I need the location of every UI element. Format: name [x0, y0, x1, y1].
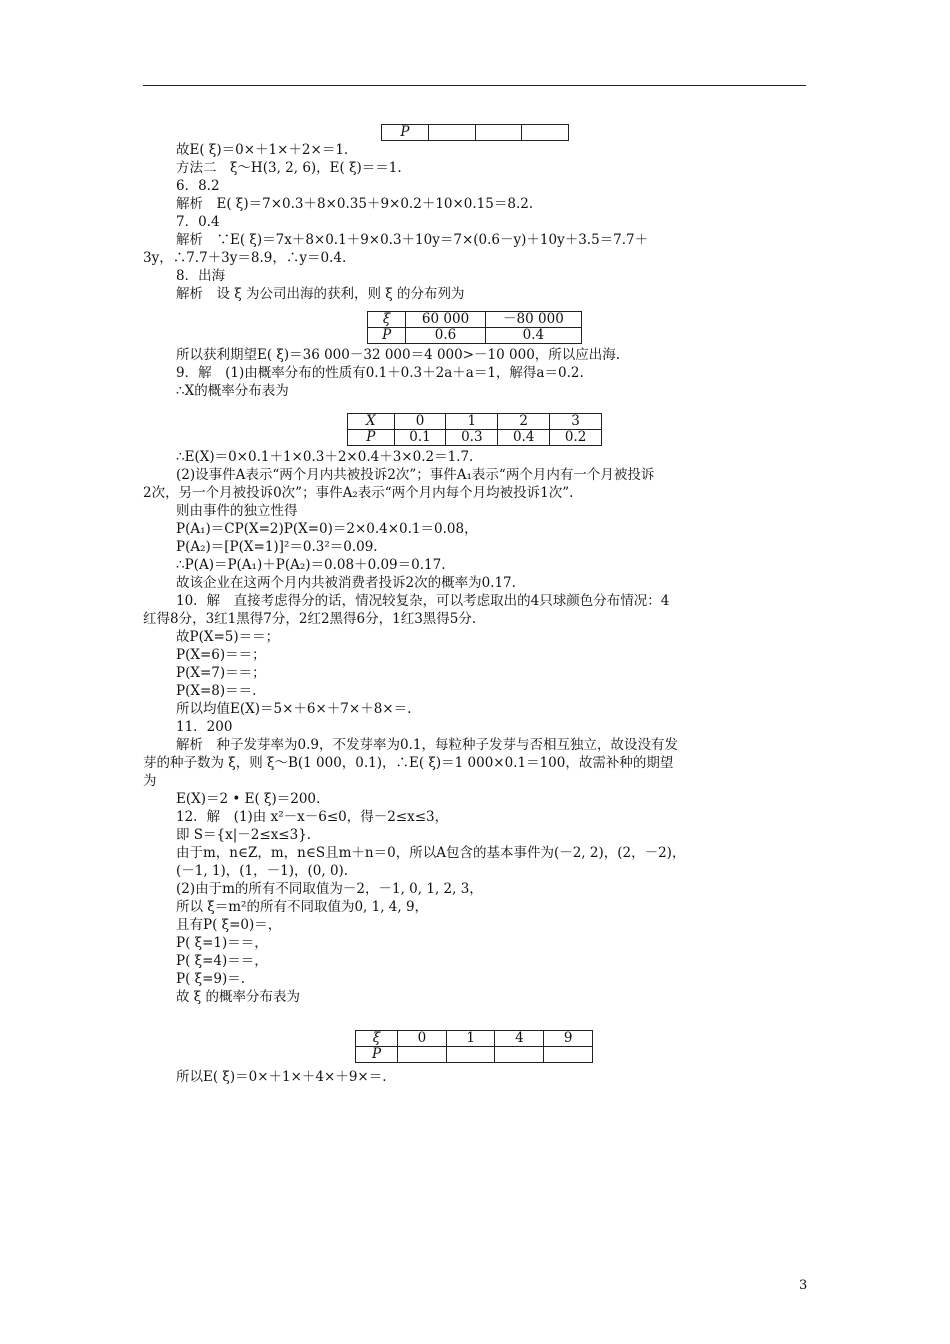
- text-line: 解析 ∵E( ξ)＝7x＋8×0.1＋9×0.3＋10y＝7×(0.6－y)＋10y＋3.5＝7.7＋: [176, 232, 649, 248]
- table-row: [348, 430, 602, 446]
- text-line: 8．出海: [176, 268, 226, 284]
- table-cell: 0.6: [406, 328, 486, 344]
- text-line: ∴E(X)＝0×0.1＋1×0.3＋2×0.4＋3×0.2＝1.7.: [176, 449, 474, 465]
- text-line: 所以均值E(X)＝5×＋6×＋7×＋8×＝.: [176, 701, 412, 717]
- text-line: ∴P(A)＝P(A₁)＋P(A₂)＝0.08＋0.09＝0.17.: [176, 557, 446, 573]
- table-cell: [428, 125, 475, 141]
- text-line: 解析 种子发芽率为0.9，不发芽率为0.1，每粒种子发芽与否相互独立，故设没有发: [176, 737, 678, 753]
- table-cell: 3: [550, 414, 602, 430]
- header-rule: [143, 85, 806, 86]
- text-line: P(X=7)＝＝；: [176, 665, 266, 681]
- table-row: [348, 414, 602, 430]
- table-cell: [475, 125, 522, 141]
- text-line: 7．0.4: [176, 214, 220, 230]
- table-cell: 1: [446, 414, 498, 430]
- text-line: 12．解 (1)由 x²－x－6≤0，得－2≤x≤3，: [176, 809, 449, 825]
- text-line: 3y，∴7.7＋3y＝8.9，∴y＝0.4.: [143, 250, 347, 266]
- table-cell: 1: [446, 1031, 495, 1047]
- text-line: 则由事件的独立性得: [176, 503, 298, 519]
- text-line: ∴X的概率分布表为: [176, 383, 289, 399]
- table-cell: [397, 1047, 446, 1063]
- text-line: 所以 ξ＝m²的所有不同取值为0, 1, 4, 9，: [176, 899, 429, 915]
- text-line: P(X=8)＝＝.: [176, 683, 257, 699]
- text-line: P(A₁)＝CP(X=2)P(X=0)＝2×0.4×0.1＝0.08，: [176, 521, 478, 537]
- text-line: 故P(X=5)＝＝；: [176, 629, 280, 645]
- text-line: P( ξ=1)＝＝，: [176, 935, 268, 951]
- table-cell: [495, 1047, 544, 1063]
- table-cell: 9: [544, 1031, 593, 1047]
- text-line: 方法二 ξ～H(3, 2, 6)，E( ξ)＝＝1.: [176, 160, 402, 176]
- table-cell: 0.4: [498, 430, 550, 446]
- table-cell: ξ: [368, 312, 406, 328]
- x-distribution-table: [347, 413, 602, 446]
- table-cell: 0: [394, 414, 446, 430]
- text-line: 所以E( ξ)＝0×＋1×＋4×＋9×＝.: [176, 1069, 387, 1085]
- table-cell: [446, 1047, 495, 1063]
- text-line: 11．200: [176, 719, 233, 735]
- text-line: 故该企业在这两个月内共被消费者投诉2次的概率为0.17.: [176, 575, 516, 591]
- text-line: 故E( ξ)＝0×＋1×＋2×＝1.: [176, 142, 349, 158]
- xi-distribution-table: [355, 1030, 593, 1063]
- text-line: (－1, 1)，(1，－1)，(0, 0).: [176, 863, 349, 879]
- table-cell: 2: [498, 414, 550, 430]
- text-line: 由于m，n∈Z，m，n∈S且m＋n＝0，所以A包含的基本事件为(－2, 2)，(2，－2)，: [176, 845, 686, 861]
- text-line: 为: [143, 773, 157, 789]
- table-cell: 4: [495, 1031, 544, 1047]
- distribution-table-partial: [381, 124, 569, 141]
- table-cell: 0.1: [394, 430, 446, 446]
- text-line: P(A₂)＝[P(X=1)]²＝0.3²＝0.09.: [176, 539, 378, 555]
- page-number: 3: [799, 1278, 808, 1293]
- profit-distribution-table: [367, 311, 582, 344]
- table-cell: ξ: [356, 1031, 398, 1047]
- text-line: 9．解 (1)由概率分布的性质有0.1＋0.3＋2a＋a＝1，解得a＝0.2.: [176, 365, 584, 381]
- table-cell: 0: [397, 1031, 446, 1047]
- table-cell: P: [356, 1047, 398, 1063]
- table-row: [356, 1047, 593, 1063]
- table-row: [368, 328, 582, 344]
- table-cell: P: [382, 125, 429, 141]
- table-row: [356, 1031, 593, 1047]
- table-cell: [544, 1047, 593, 1063]
- text-line: 红得8分，3红1黑得7分，2红2黑得6分，1红3黑得5分.: [143, 611, 477, 627]
- table-cell: －80 000: [485, 312, 581, 328]
- table-cell: P: [348, 430, 395, 446]
- table-cell: 0.2: [550, 430, 602, 446]
- table-cell: P: [368, 328, 406, 344]
- text-line: (2)由于m的所有不同取值为－2，－1, 0, 1, 2, 3，: [176, 881, 483, 897]
- text-line: 解析 E( ξ)＝7×0.3＋8×0.35＋9×0.2＋10×0.15＝8.2.: [176, 196, 534, 212]
- table-row: [368, 312, 582, 328]
- text-line: 芽的种子数为 ξ，则 ξ～B(1 000，0.1)，∴E( ξ)＝1 000×0.1＝100，故需补种的期望: [143, 755, 674, 771]
- table-cell: X: [348, 414, 395, 430]
- table-row: [382, 125, 569, 141]
- text-line: 10．解 直接考虑得分的话，情况较复杂，可以考虑取出的4只球颜色分布情况：4: [176, 593, 670, 609]
- text-line: 且有P( ξ=0)＝，: [176, 917, 282, 933]
- text-line: 解析 设 ξ 为公司出海的获利，则 ξ 的分布列为: [176, 286, 465, 302]
- table-cell: 0.3: [446, 430, 498, 446]
- text-line: P( ξ=4)＝＝，: [176, 953, 268, 969]
- text-line: 2次，另一个月被投诉0次”；事件A₂表示“两个月内每个月均被投诉1次”.: [143, 485, 574, 501]
- table-cell: 60 000: [406, 312, 486, 328]
- text-line: P( ξ=9)＝.: [176, 971, 246, 987]
- text-line: (2)设事件A表示“两个月内共被投诉2次”；事件A₁表示“两个月内有一个月被投诉: [176, 467, 655, 483]
- text-line: 6．8.2: [176, 178, 220, 194]
- text-line: 故 ξ 的概率分布表为: [176, 989, 301, 1005]
- text-line: 所以获利期望E( ξ)＝36 000－32 000＝4 000>－10 000，所以应出海.: [176, 347, 621, 363]
- text-line: E(X)＝2 • E( ξ)＝200.: [176, 791, 321, 807]
- text-line: P(X=6)＝＝；: [176, 647, 266, 663]
- table-cell: [522, 125, 569, 141]
- table-cell: 0.4: [485, 328, 581, 344]
- text-line: 即 S＝{x|－2≤x≤3}.: [176, 827, 312, 843]
